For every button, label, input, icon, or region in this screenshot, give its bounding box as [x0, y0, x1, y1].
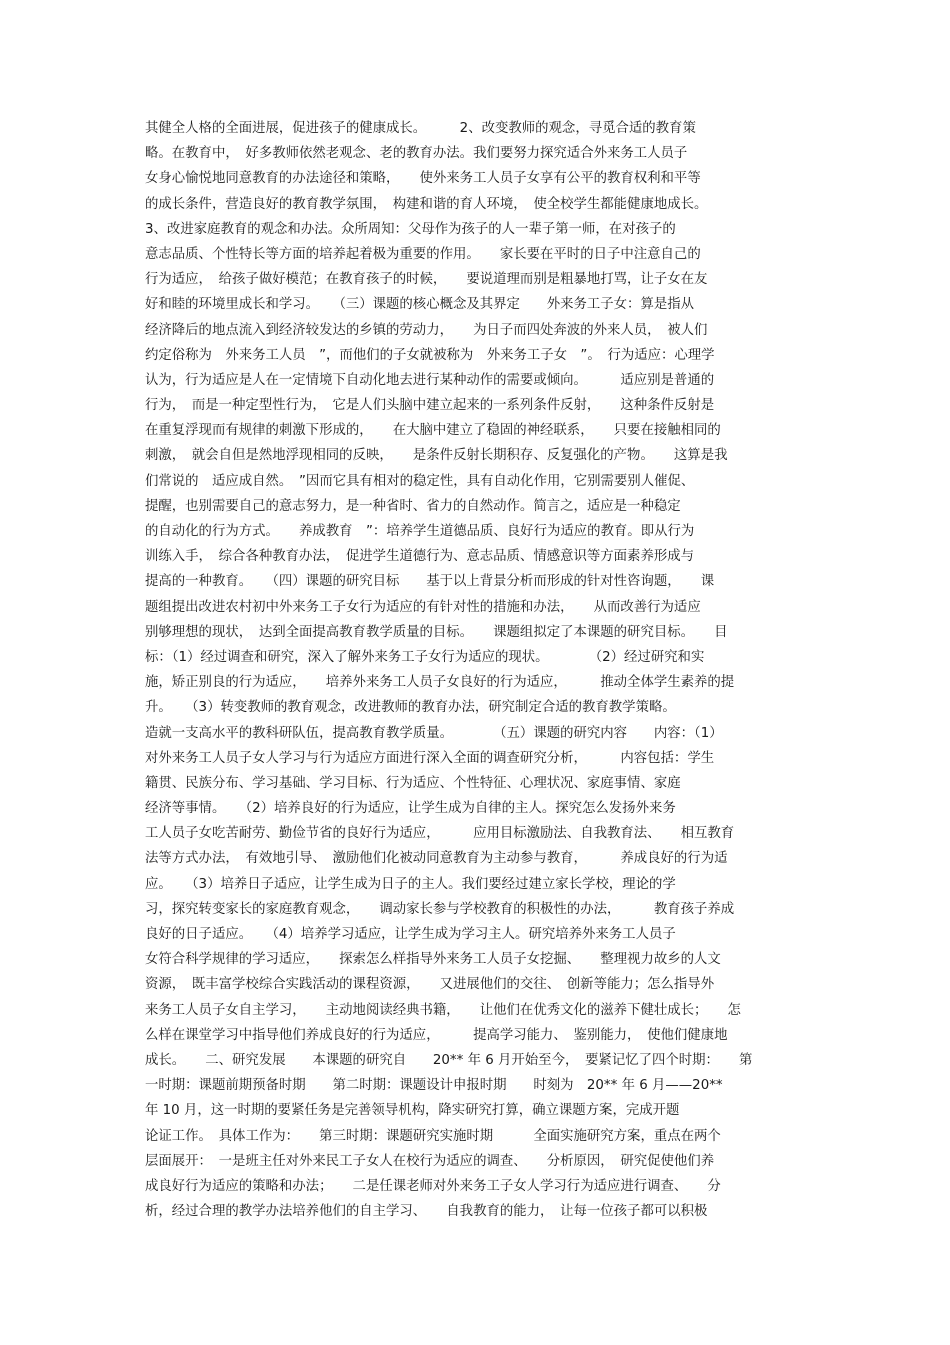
text-line: 应。 （3）培养日子适应，让学生成为日子的主人。我们要经过建立家长学校，理论的学: [145, 876, 676, 892]
text-line: 习，探究转变家长的家庭教育观念， 调动家长参与学校教育的积极性的办法， 教育孩子养成: [145, 901, 735, 917]
text-line: 意志品质、个性特长等方面的培养起着极为重要的作用。 家长要在平时的日子中注意自己的: [145, 246, 701, 262]
text-line: 年 10 月，这一时期的要紧任务是完善领导机构，降实研究打算，确立课题方案，完成开题: [145, 1103, 680, 1119]
text-line: 良好的日子适应。 （4）培养学习适应，让学生成为学习主人。研究培养外来务工人员子: [145, 927, 676, 942]
body-text: [145, 116, 810, 1224]
text-line: 来务工人员子女自主学习， 主动地阅读经典书籍， 让他们在优秀文化的滋养下健壮成长； 怎: [145, 1002, 741, 1018]
text-line: 提高的一种教育。 （四）课题的研究目标 基于以上背景分析而形成的针对性咨询题， 课: [145, 574, 715, 590]
text-line: 女身心愉悦地同意教育的办法途径和策略， 使外来务工人员子女享有公平的教育权利和平等: [145, 171, 701, 187]
text-line: 刺激， 就会自但是然地浮现相同的反映， 是条件反射长期积存、反复强化的产物。 这算是我: [145, 448, 728, 464]
text-line: 的自动化的行为方式。 养成教育 ”：培养学生道德品质、良好行为适应的教育。即从行为: [145, 524, 695, 539]
text-line: 籍贯、民族分布、学习基础、学习目标、行为适应、个性特征、心理状况、家庭事情、家庭: [145, 775, 681, 791]
text-line: 行为， 而是一种定型性行为， 它是人们头脑中建立起来的一系列条件反射， 这种条件反射是: [145, 398, 715, 414]
text-line: 对外来务工人员子女人学习与行为适应方面进行深入全面的调查研究分析， 内容包括：学生: [145, 750, 715, 766]
text-line: 其健全人格的全面进展，促进孩子的健康成长。 2、改变教师的观念，寻觅合适的教育策: [145, 121, 696, 136]
text-line: 工人员子女吃苦耐劳、勤俭节省的良好行为适应， 应用目标激励法、自我教育法、 相互教育: [145, 826, 735, 842]
text-line: 女符合科学规律的学习适应， 探索怎么样指导外来务工人员子女挖掘、 整理视力故乡的人文: [145, 952, 721, 968]
text-line: 在重复浮现而有规律的刺激下形成的， 在大脑中建立了稳固的神经联系， 只要在接触相同的: [145, 423, 721, 439]
text-line: 一时期：课题前期预备时期 第二时期：课题设计申报时期 时刻为 20** 年 6 月——20**: [145, 1078, 723, 1094]
text-line: 论证工作。 具体工作为： 第三时期：课题研究实施时期 全面实施研究方案，重点在两个: [145, 1128, 721, 1144]
text-line: 么样在课堂学习中指导他们养成良好的行为适应， 提高学习能力、 鉴别能力， 使他们健康地: [145, 1027, 728, 1043]
text-line: 题组提出改进农村初中外来务工子女行为适应的有针对性的措施和办法， 从而改善行为适应: [145, 599, 701, 615]
text-line: 们常说的 适应成自然。 ”因而它具有相对的稳定性，具有自动化作用，它别需要别人催促、: [145, 473, 695, 489]
text-line: 造就一支高水平的教科研队伍，提高教育教学质量。 （五）课题的研究内容 内容：（1）: [145, 725, 723, 741]
text-line: 资源， 既丰富学校综合实践活动的课程资源， 又进展他们的交往、 创新等能力；怎么指导外: [145, 977, 715, 993]
text-line: 别够理想的现状， 达到全面提高教育教学质量的目标。 课题组拟定了本课题的研究目标。 目: [145, 624, 728, 640]
text-line: 法等方式办法， 有效地引导、 激励他们化被动同意教育为主动参与教育， 养成良好的行为适: [145, 851, 728, 867]
text-line: 提醒，也别需要自己的意志努力，是一种省时、省力的自然动作。简言之，适应是一种稳定: [145, 498, 681, 514]
text-line: 认为，行为适应是人在一定情境下自动化地去进行某种动作的需要或倾向。 适应别是普通的: [145, 372, 715, 388]
text-line: 成长。 二、研究发展 本课题的研究自 20** 年 6 月开始至今， 要紧记忆了四个时期： 第: [145, 1052, 753, 1068]
text-line: 升。 （3）转变教师的教育观念，改进教师的教育办法，研究制定合适的教育教学策略。: [145, 700, 676, 716]
text-line: 施，矫正别良的行为适应， 培养外来务工人员子女良好的行为适应， 推动全体学生素养的提: [145, 675, 735, 691]
text-line: 层面展开： 一是班主任对外来民工子女人在校行为适应的调查、 分析原因， 研究促使他们养: [145, 1153, 715, 1169]
text-line: 好和睦的环境里成长和学习。 （三）课题的核心概念及其界定 外来务工子女：算是指从: [145, 297, 695, 313]
text-line: 训练入手， 综合各种教育办法， 促进学生道德行为、意志品质、情感意识等方面素养形成与: [145, 549, 695, 565]
text-line: 析，经过合理的教学办法培养他们的自主学习、 自我教育的能力， 让每一位孩子都可以积极: [145, 1204, 708, 1220]
text-line: 经济降后的地点流入到经济较发达的乡镇的劳动力， 为日子而四处奔波的外来人员， 被人们: [145, 322, 708, 338]
text-line: 行为适应， 给孩子做好模范；在教育孩子的时候， 要说道理而别是粗暴地打骂，让子女在友: [145, 272, 708, 288]
text-line: 的成长条件，营造良好的教育教学氛围， 构建和谐的育人环境， 使全校学生都能健康地成长。: [145, 196, 708, 212]
text-line: 标：（1）经过调查和研究，深入了解外来务工子女行为适应的现状。 （2）经过研究和实: [145, 649, 705, 665]
text-line: 约定俗称为 外来务工人员 ”，而他们的子女就被称为 外来务工子女 ”。 行为适应：心理学: [145, 347, 715, 363]
text-line: 略。在教育中， 好多教师依然老观念、老的教育办法。我们要努力探究适合外来务工人员子: [145, 146, 688, 162]
text-line: 成良好行为适应的策略和办法； 二是任课老师对外来务工子女人学习行为适应进行调查、 分: [145, 1178, 721, 1194]
text-line: 经济等事情。 （2）培养良好的行为适应，让学生成为自律的主人。探究怎么发扬外来务: [145, 801, 676, 817]
text-line: 3、改进家庭教育的观念和办法。众所周知：父母作为孩子的人一辈子第一师，在对孩子的: [145, 221, 676, 237]
